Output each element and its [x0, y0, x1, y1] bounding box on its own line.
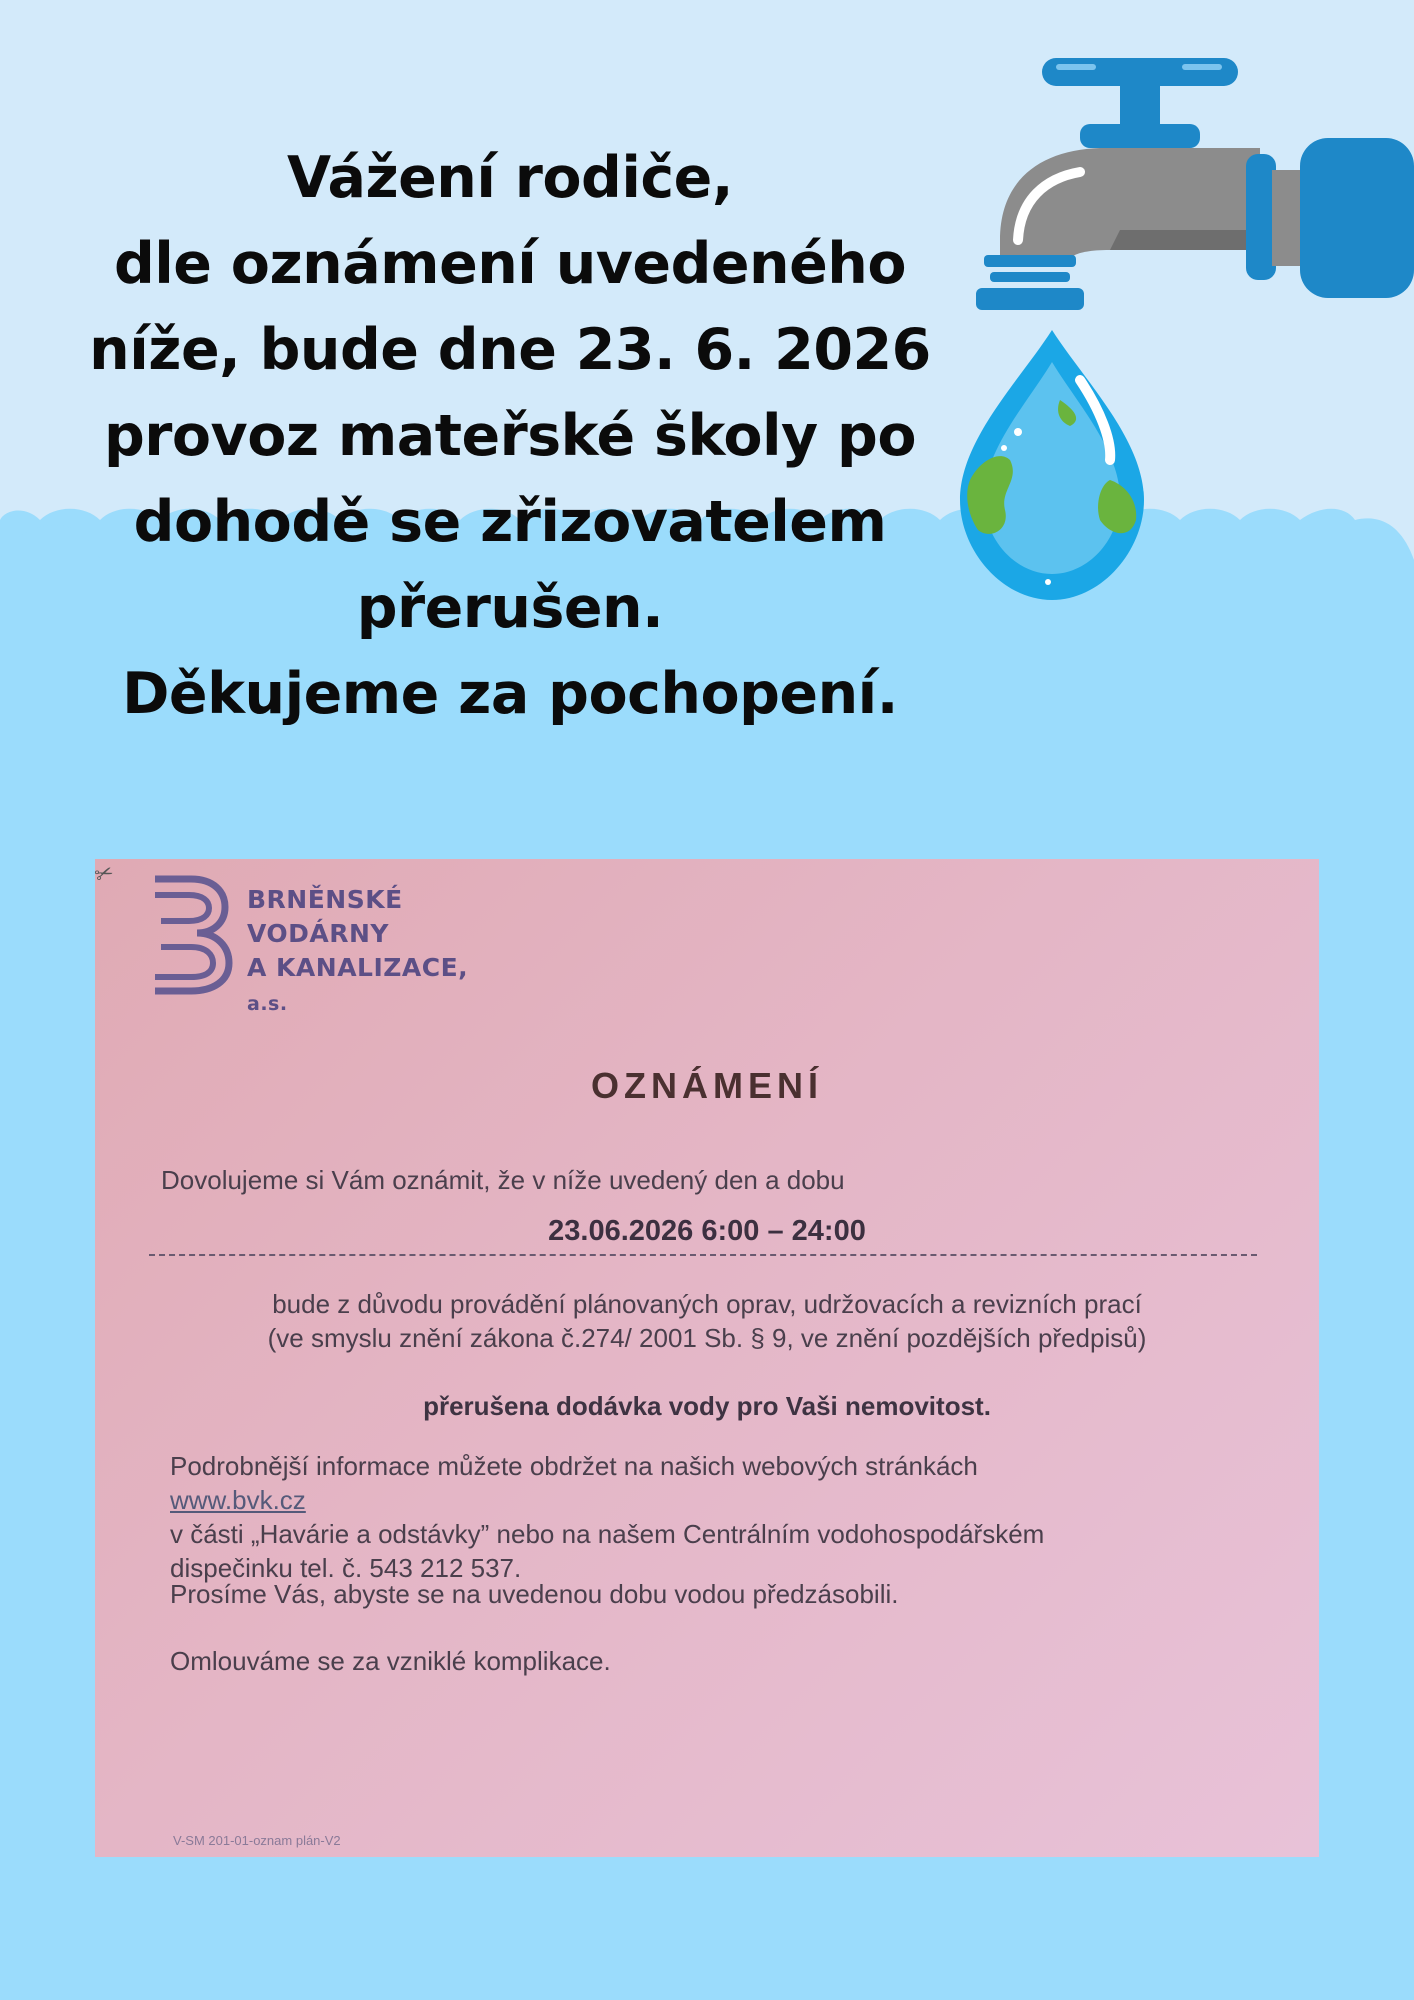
company-name-line: BRNĚNSKÉ [247, 885, 403, 914]
company-name-line: VODÁRNY [247, 919, 390, 948]
notice-intro: Dovolujeme si Vám oznámit, že v níže uvedený den a dobu [161, 1165, 845, 1195]
heading-line: provoz mateřské školy po [103, 403, 917, 469]
stock-up-request: Prosíme Vás, abyste se na uvedenou dobu vodou předzásobili. [170, 1579, 899, 1609]
scissors-icon: ✂ [91, 858, 117, 889]
company-name [247, 883, 468, 1021]
document-code: V-SM 201-01-ozn​am plán-V2 [173, 1833, 341, 1848]
outage-date-time: 23.06.2026 6:00 – 24:00 [548, 1215, 866, 1247]
outage-reason: bude z důvodu provádění plánovaných oprav, udržovacích a revizních prací (ve smyslu znění zákona č.274/ 2001 Sb. § 9, ve znění pozdějších předpisů) [267, 1289, 1147, 1353]
heading-line: Děkujeme za pochopení. [122, 661, 898, 727]
interruption-statement: přerušena dodávka vody pro Vaši nemovitost. [423, 1391, 991, 1421]
company-suffix: a.s. [247, 993, 288, 1015]
water-faucet-icon [960, 40, 1414, 620]
heading-line: dohodě se zřizovatelem [133, 489, 887, 555]
heading-line: Vážení rodiče, [287, 145, 733, 211]
notice-photo [91, 858, 1319, 1857]
apology-text: Omlouváme se za vzniklé komplikace. [170, 1646, 611, 1676]
more-info-paragraph: Podrobnější informace můžete obdržet na našich webových stránkách www.bvk.cz v části „Havárie a odstávky” nebo na našem Centrálním vodohospodářském dispečinku tel. č. 543 212 537. [170, 1451, 1045, 1583]
dashed-divider [149, 1254, 1257, 1256]
bvk-logo-icon [151, 873, 231, 995]
heading-line: dle oznámení uvedeného [113, 231, 907, 297]
announcement-heading [60, 135, 960, 737]
heading-line: níže, bude dne 23. 6. 2026 [89, 317, 931, 383]
notice-title: OZNÁMENÍ [591, 1065, 823, 1106]
heading-line: přerušen. [356, 575, 664, 641]
bvk-website-link[interactable]: www.bvk.cz [170, 1485, 306, 1515]
company-name-line: A KANALIZACE, a.s. [247, 953, 469, 1015]
water-drop-earth-icon [960, 330, 1144, 600]
